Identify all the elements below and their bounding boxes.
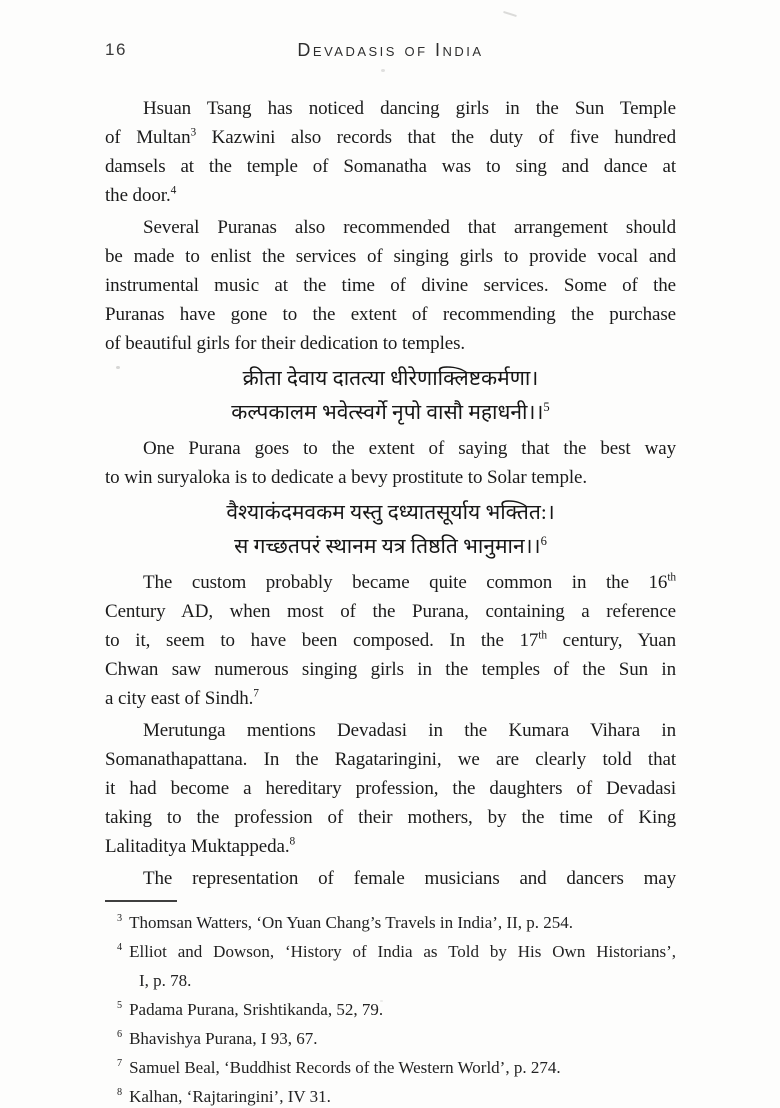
page-number: 16 (105, 40, 127, 59)
paragraph-representation (105, 864, 676, 893)
verse-line: वैश्याकंदमवकम यस्तु दध्यातसूर्याय भक्तित:। (226, 500, 555, 524)
body-line: Puranas have gone to the extent of recommending the purchase (105, 304, 676, 325)
footnote-marker: 4 (117, 942, 123, 954)
body-line: Chwan saw numerous singing girls in the temples of the Sun in (105, 659, 676, 680)
paragraph-several-puranas (105, 213, 676, 358)
footnote-marker: 3 (117, 913, 123, 925)
body-line: Hsuan Tsang has noticed dancing girls in the Sun Temple (143, 98, 676, 119)
footnote (117, 937, 676, 995)
running-header (105, 40, 676, 61)
footnote-marker: 6 (117, 1029, 123, 1041)
footnote-marker: 5 (117, 1000, 123, 1012)
verse-line: स गच्छतपरं स्थानम यत्र तिष्ठति भानुमान।।$^6$ (234, 534, 547, 558)
footnote-marker: 7 (117, 1058, 123, 1070)
paragraph-merutunga (105, 716, 676, 861)
footnote-text: Bhavishya Purana, I 93, 67. (129, 1029, 318, 1048)
footnote (117, 1082, 676, 1108)
scan-artifact (116, 366, 120, 369)
body-line: Century AD, when most of the Purana, containing a reference (105, 601, 676, 622)
body-line: Merutunga mentions Devadasi in the Kumara Vihara in (143, 720, 676, 741)
footnote (117, 995, 676, 1024)
body-line: Somanathapattana. In the Ragataringini, we are clearly told that (105, 749, 676, 770)
body-line: Several Puranas also recommended that arrangement should (143, 217, 676, 238)
footnote-text: Padama Purana, Srishtikanda, 52, 79. (129, 1000, 384, 1019)
body-line: instrumental music at the time of divine services. Some of the (105, 275, 676, 296)
footnote-text: I, p. 78. (139, 971, 192, 990)
sanskrit-verse-2 (105, 495, 676, 563)
verse-line: कल्पकालम भवेत्स्वर्गे नृपो वासौ महाधनी।।$^5$ (231, 400, 550, 424)
footnote (117, 1053, 676, 1082)
body-line: of beautiful girls for their dedication to temples. (105, 333, 466, 354)
body-line: to win suryaloka is to dedicate a bevy prostitute to Solar temple. (105, 467, 588, 488)
footnote-text: Elliot and Dowson, ‘History of India as Told by His Own Historians’, (129, 942, 676, 961)
body-line: damsels at the temple of Somanatha was to sing and dance at (105, 156, 676, 177)
running-title: Devadasis of India (297, 40, 484, 60)
paragraph-hsuan-tsang (105, 94, 676, 210)
footnote (117, 1024, 676, 1053)
body-line: to it, seem to have been composed. In the 17th century, Yuan (105, 629, 676, 651)
footnotes (105, 908, 676, 1108)
body-line: The custom probably became quite common in the 16th (143, 571, 676, 593)
footnote-text: Samuel Beal, ‘Buddhist Records of the Western World’, p. 274. (129, 1058, 561, 1077)
body-line: The representation of female musicians and dancers may (143, 868, 676, 889)
footnote-text: Kalhan, ‘Rajtaringini’, IV 31. (129, 1087, 331, 1106)
scan-artifact (381, 69, 385, 72)
body-line: of Multan$^3$ Kazwini also records that the duty of five hundred (105, 126, 676, 148)
body-line: be made to enlist the services of singing girls to provide vocal and (105, 246, 676, 267)
footnote-marker: 8 (117, 1087, 123, 1099)
footnote-separator (105, 900, 177, 902)
footnote-text: Thomsan Watters, ‘On Yuan Chang’s Travels in India’, II, p. 254. (129, 913, 573, 932)
sanskrit-verse-1 (105, 361, 676, 429)
body-line: One Purana goes to the extent of saying that the best way (143, 438, 676, 459)
scan-artifact (380, 1000, 383, 1002)
body-line: the door.$^4$ (105, 184, 177, 206)
scan-artifact (503, 11, 517, 17)
paragraph-custom-common (105, 568, 676, 713)
paragraph-one-purana (105, 434, 676, 492)
body-line: taking to the profession of their mothers, by the time of King (105, 807, 676, 828)
body-line: Lalitaditya Muktappeda.$^8$ (105, 835, 296, 857)
verse-line: क्रीता देवाय दातत्या धीरेणाक्लिष्टकर्मणा। (242, 366, 539, 390)
body-line: a city east of Sindh.$^7$ (105, 687, 259, 709)
body-line: it had become a hereditary profession, the daughters of Devadasi (105, 778, 676, 799)
footnote (117, 908, 676, 937)
